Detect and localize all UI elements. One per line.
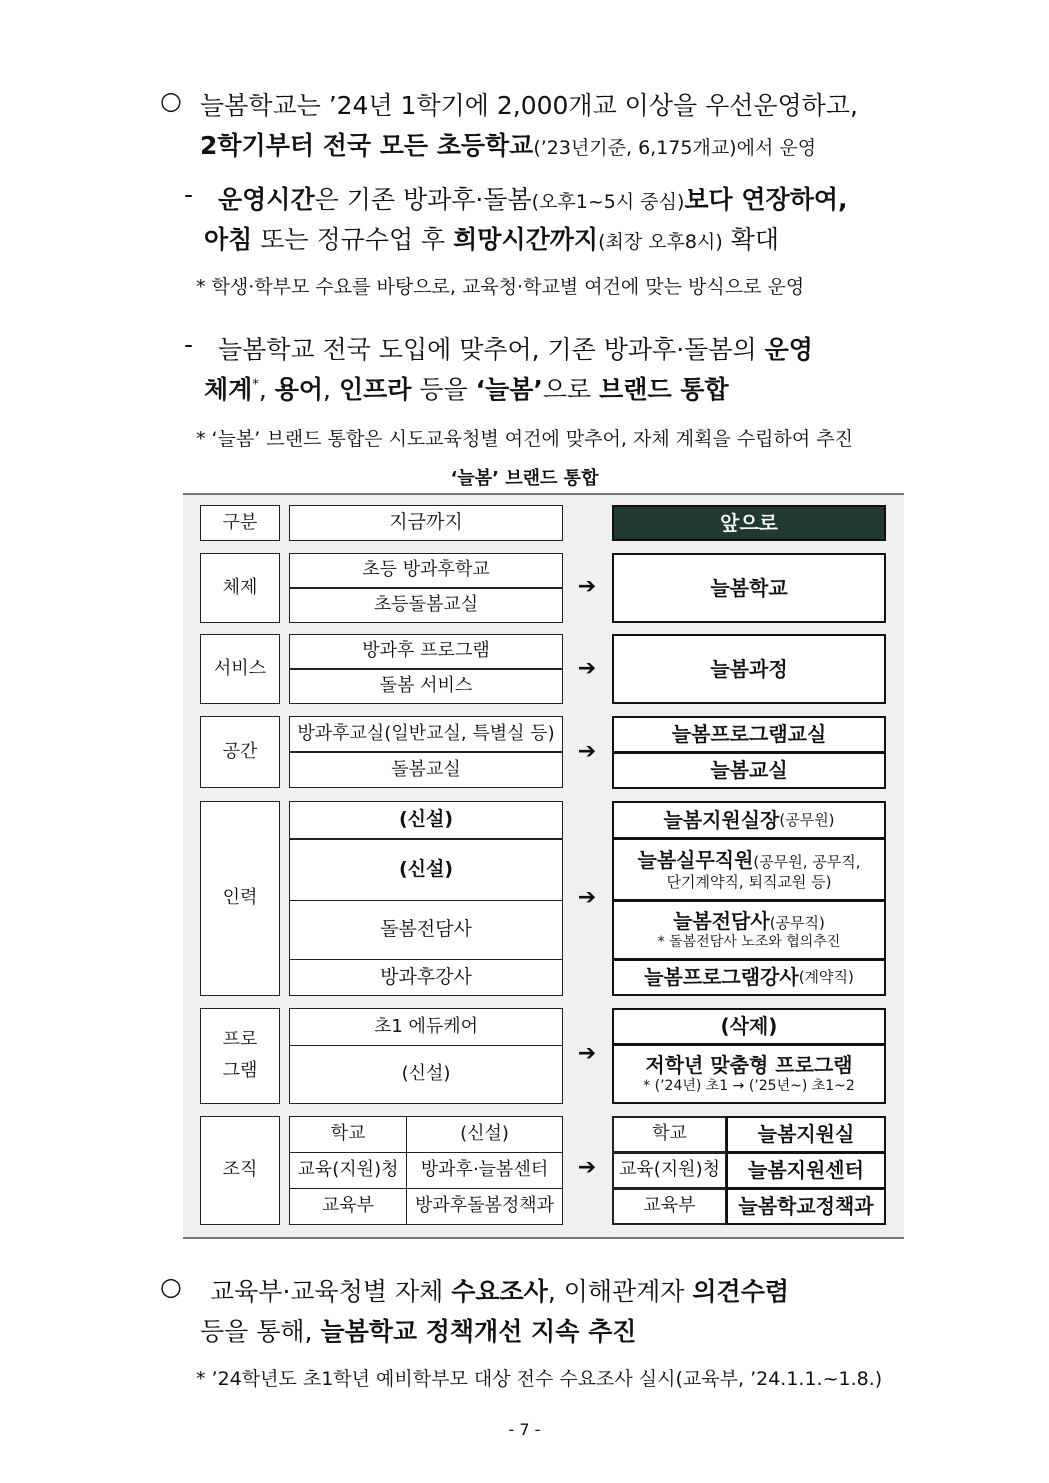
section2-line2 bbox=[200, 1312, 636, 1348]
staff-future-2 bbox=[612, 838, 886, 901]
section2-l1-bold2: 의견수렴 bbox=[692, 1277, 790, 1306]
org-future-2-b: 늘봄지원센터 bbox=[726, 1152, 886, 1189]
row-label-staff: 인력 bbox=[200, 801, 280, 996]
section2-l1-bold1: 수요조사 bbox=[451, 1277, 548, 1306]
staff-future-3 bbox=[612, 900, 886, 960]
system-future: 늘봄학교 bbox=[612, 553, 886, 623]
sub1-l1-small: (오후1~5시 중심) bbox=[531, 191, 685, 213]
sub2-l2-rest1: , bbox=[258, 375, 275, 404]
section2-l2-rest1: 등을 통해, bbox=[200, 1317, 321, 1346]
sub2-l2-rest2: , bbox=[323, 375, 339, 404]
arrow-icon: ➔ bbox=[577, 574, 597, 599]
header-category: 구분 bbox=[200, 505, 280, 541]
dash: - bbox=[184, 330, 194, 359]
sub2-l2-rest4: 으로 bbox=[542, 375, 600, 404]
service-current-2: 돌봄 서비스 bbox=[289, 669, 563, 704]
row-label-system: 체제 bbox=[200, 553, 280, 623]
sub2-l2-bold2: 용어 bbox=[274, 375, 324, 404]
row-label-service: 서비스 bbox=[200, 634, 280, 704]
system-current-2: 초등돌봄교실 bbox=[289, 588, 563, 623]
program-future-2-main: 저학년 맞춤형 프로그램 bbox=[645, 1052, 853, 1077]
section2-note: * ’24학년도 초1학년 예비학부모 대상 전수 수요조사 실시(교육부, ’24.1.1.~1.8.) bbox=[196, 1368, 883, 1390]
sub2-l2-rest3: 등을 bbox=[411, 375, 476, 404]
section2-line1 bbox=[210, 1272, 789, 1308]
org-future-3-b: 늘봄학교정책과 bbox=[726, 1188, 886, 1225]
staff-future-2-sub: (공무원, 공무직, bbox=[753, 852, 861, 871]
org-future-2-a: 교육(지원)청 bbox=[612, 1152, 727, 1189]
program-future-2-note: * (’24년) 초1 → (’25년~) 초1~2 bbox=[643, 1077, 855, 1094]
staff-future-3-main: 늘봄전담사 bbox=[673, 908, 770, 933]
org-current-2-b: 방과후·늘봄센터 bbox=[406, 1152, 563, 1189]
staff-future-4 bbox=[612, 959, 886, 996]
staff-future-4-sub: (계약직) bbox=[798, 968, 854, 987]
org-current-3-a: 교육부 bbox=[289, 1188, 407, 1225]
org-current-1-a: 학교 bbox=[289, 1116, 407, 1153]
staff-future-1-sub: (공무원) bbox=[779, 810, 835, 829]
sub1-line2 bbox=[204, 220, 779, 256]
sub2-l2-bold5: 브랜드 통합 bbox=[599, 375, 729, 404]
header-future: 앞으로 bbox=[612, 505, 886, 541]
sub2-l1-bold: 운영 bbox=[764, 335, 813, 364]
service-current-1: 방과후 프로그램 bbox=[289, 634, 563, 669]
staff-future-1-main: 늘봄지원실장 bbox=[663, 807, 780, 832]
program-future-1: (삭제) bbox=[612, 1008, 886, 1045]
service-future: 늘봄과정 bbox=[612, 634, 886, 704]
sub2-l2-bold1: 체계 bbox=[204, 375, 253, 404]
bullet-circle: ○ bbox=[160, 1272, 182, 1301]
staff-current-4: 방과후강사 bbox=[289, 959, 563, 996]
staff-future-3-sub: (공무직) bbox=[769, 913, 825, 932]
arrow-icon: ➔ bbox=[577, 1041, 597, 1066]
row-label-program bbox=[200, 1008, 280, 1104]
staff-current-2: (신설) bbox=[289, 839, 563, 901]
staff-future-4-main: 늘봄프로그램강사 bbox=[644, 965, 799, 989]
space-current-1: 방과후교실(일반교실, 특별실 등) bbox=[289, 716, 563, 752]
section1-line2-bold: 2학기부터 전국 모든 초등학교 bbox=[200, 131, 534, 160]
arrow-icon: ➔ bbox=[577, 739, 597, 764]
dash: - bbox=[184, 180, 194, 209]
space-future-2: 늘봄교실 bbox=[612, 752, 886, 789]
sub2-line1 bbox=[218, 330, 813, 366]
page-number: - 7 - bbox=[508, 1420, 541, 1439]
program-future-2 bbox=[612, 1044, 886, 1104]
sub2-l2-sup: * bbox=[252, 377, 259, 393]
sub1-l1-rest1: 은 기존 방과후·돌봄 bbox=[314, 185, 532, 214]
sub1-l2-bold1: 아침 bbox=[204, 225, 253, 254]
row-label-space: 공간 bbox=[200, 716, 280, 788]
sub2-l1-rest: 늘봄학교 전국 도입에 맞추어, 기존 방과후·돌봄의 bbox=[218, 335, 765, 364]
sub2-line2 bbox=[204, 370, 729, 406]
sub1-l1-bold2: 보다 연장하여, bbox=[684, 185, 848, 214]
section1-line1: 늘봄학교는 ’24년 1학기에 2,000개교 이상을 우선운영하고, bbox=[200, 91, 858, 120]
sub1-note: * 학생·학부모 수요를 바탕으로, 교육청·학교별 여건에 맞는 방식으로 운영 bbox=[196, 276, 805, 298]
section2-l1-rest1: 교육부·교육청별 자체 bbox=[210, 1277, 452, 1306]
section1-line2 bbox=[200, 126, 816, 162]
row-label-org: 조직 bbox=[200, 1116, 280, 1225]
sub2-note: * ‘늘봄’ 브랜드 통합은 시도교육청별 여건에 맞추어, 자체 계획을 수립하여 추진 bbox=[196, 428, 853, 450]
program-label-2: 그램 bbox=[222, 1060, 258, 1081]
staff-future-1 bbox=[612, 801, 886, 839]
sub1-l2-rest1: 또는 정규수업 후 bbox=[252, 225, 454, 254]
sub1-l2-rest2: 확대 bbox=[722, 225, 780, 254]
section2-l1-rest2: , 이해관계자 bbox=[547, 1277, 693, 1306]
space-future-1: 늘봄프로그램교실 bbox=[612, 716, 886, 753]
staff-future-2-sub2: 단기계약직, 퇴직교원 등) bbox=[666, 872, 832, 891]
staff-future-2-main: 늘봄실무직원 bbox=[637, 847, 754, 872]
arrow-icon: ➔ bbox=[577, 885, 597, 910]
org-future-3-a: 교육부 bbox=[612, 1188, 727, 1225]
header-current: 지금까지 bbox=[289, 505, 563, 541]
org-future-1-a: 학교 bbox=[612, 1116, 727, 1153]
sub1-l2-bold2: 희망시간까지 bbox=[453, 225, 599, 254]
staff-current-1: (신설) bbox=[289, 801, 563, 839]
program-current-1: 초1 에듀케어 bbox=[289, 1008, 563, 1046]
org-current-3-b: 방과후돌봄정책과 bbox=[406, 1188, 563, 1225]
system-current-1: 초등 방과후학교 bbox=[289, 553, 563, 588]
space-current-2: 돌봄교실 bbox=[289, 752, 563, 788]
program-label-1: 프로 bbox=[222, 1029, 258, 1051]
sub1-l2-small: (최장 오후8시) bbox=[598, 231, 723, 253]
sub2-l2-bold3: 인프라 bbox=[338, 375, 412, 404]
program-current-2: (신설) bbox=[289, 1045, 563, 1104]
sub2-l2-bold4: ‘늘봄’ bbox=[475, 375, 543, 404]
arrow-icon: ➔ bbox=[577, 656, 597, 681]
sub1-line1 bbox=[218, 180, 848, 216]
section1-line2-rest: (’23년기준, 6,175개교)에서 운영 bbox=[533, 137, 817, 159]
staff-current-3: 돌봄전담사 bbox=[289, 900, 563, 960]
table-caption: ‘늘봄’ 브랜드 통합 bbox=[450, 468, 599, 489]
org-current-2-a: 교육(지원)청 bbox=[289, 1152, 407, 1189]
sub1-l1-bold1: 운영시간 bbox=[218, 185, 315, 214]
staff-future-3-note: * 돌봄전담사 노조와 협의추진 bbox=[657, 933, 841, 950]
arrow-icon: ➔ bbox=[577, 1155, 597, 1180]
bullet-circle: ○ bbox=[160, 86, 182, 115]
org-future-1-b: 늘봄지원실 bbox=[726, 1116, 886, 1153]
section2-l2-bold1: 늘봄학교 정책개선 지속 추진 bbox=[320, 1317, 637, 1346]
org-current-1-b: (신설) bbox=[406, 1116, 563, 1153]
